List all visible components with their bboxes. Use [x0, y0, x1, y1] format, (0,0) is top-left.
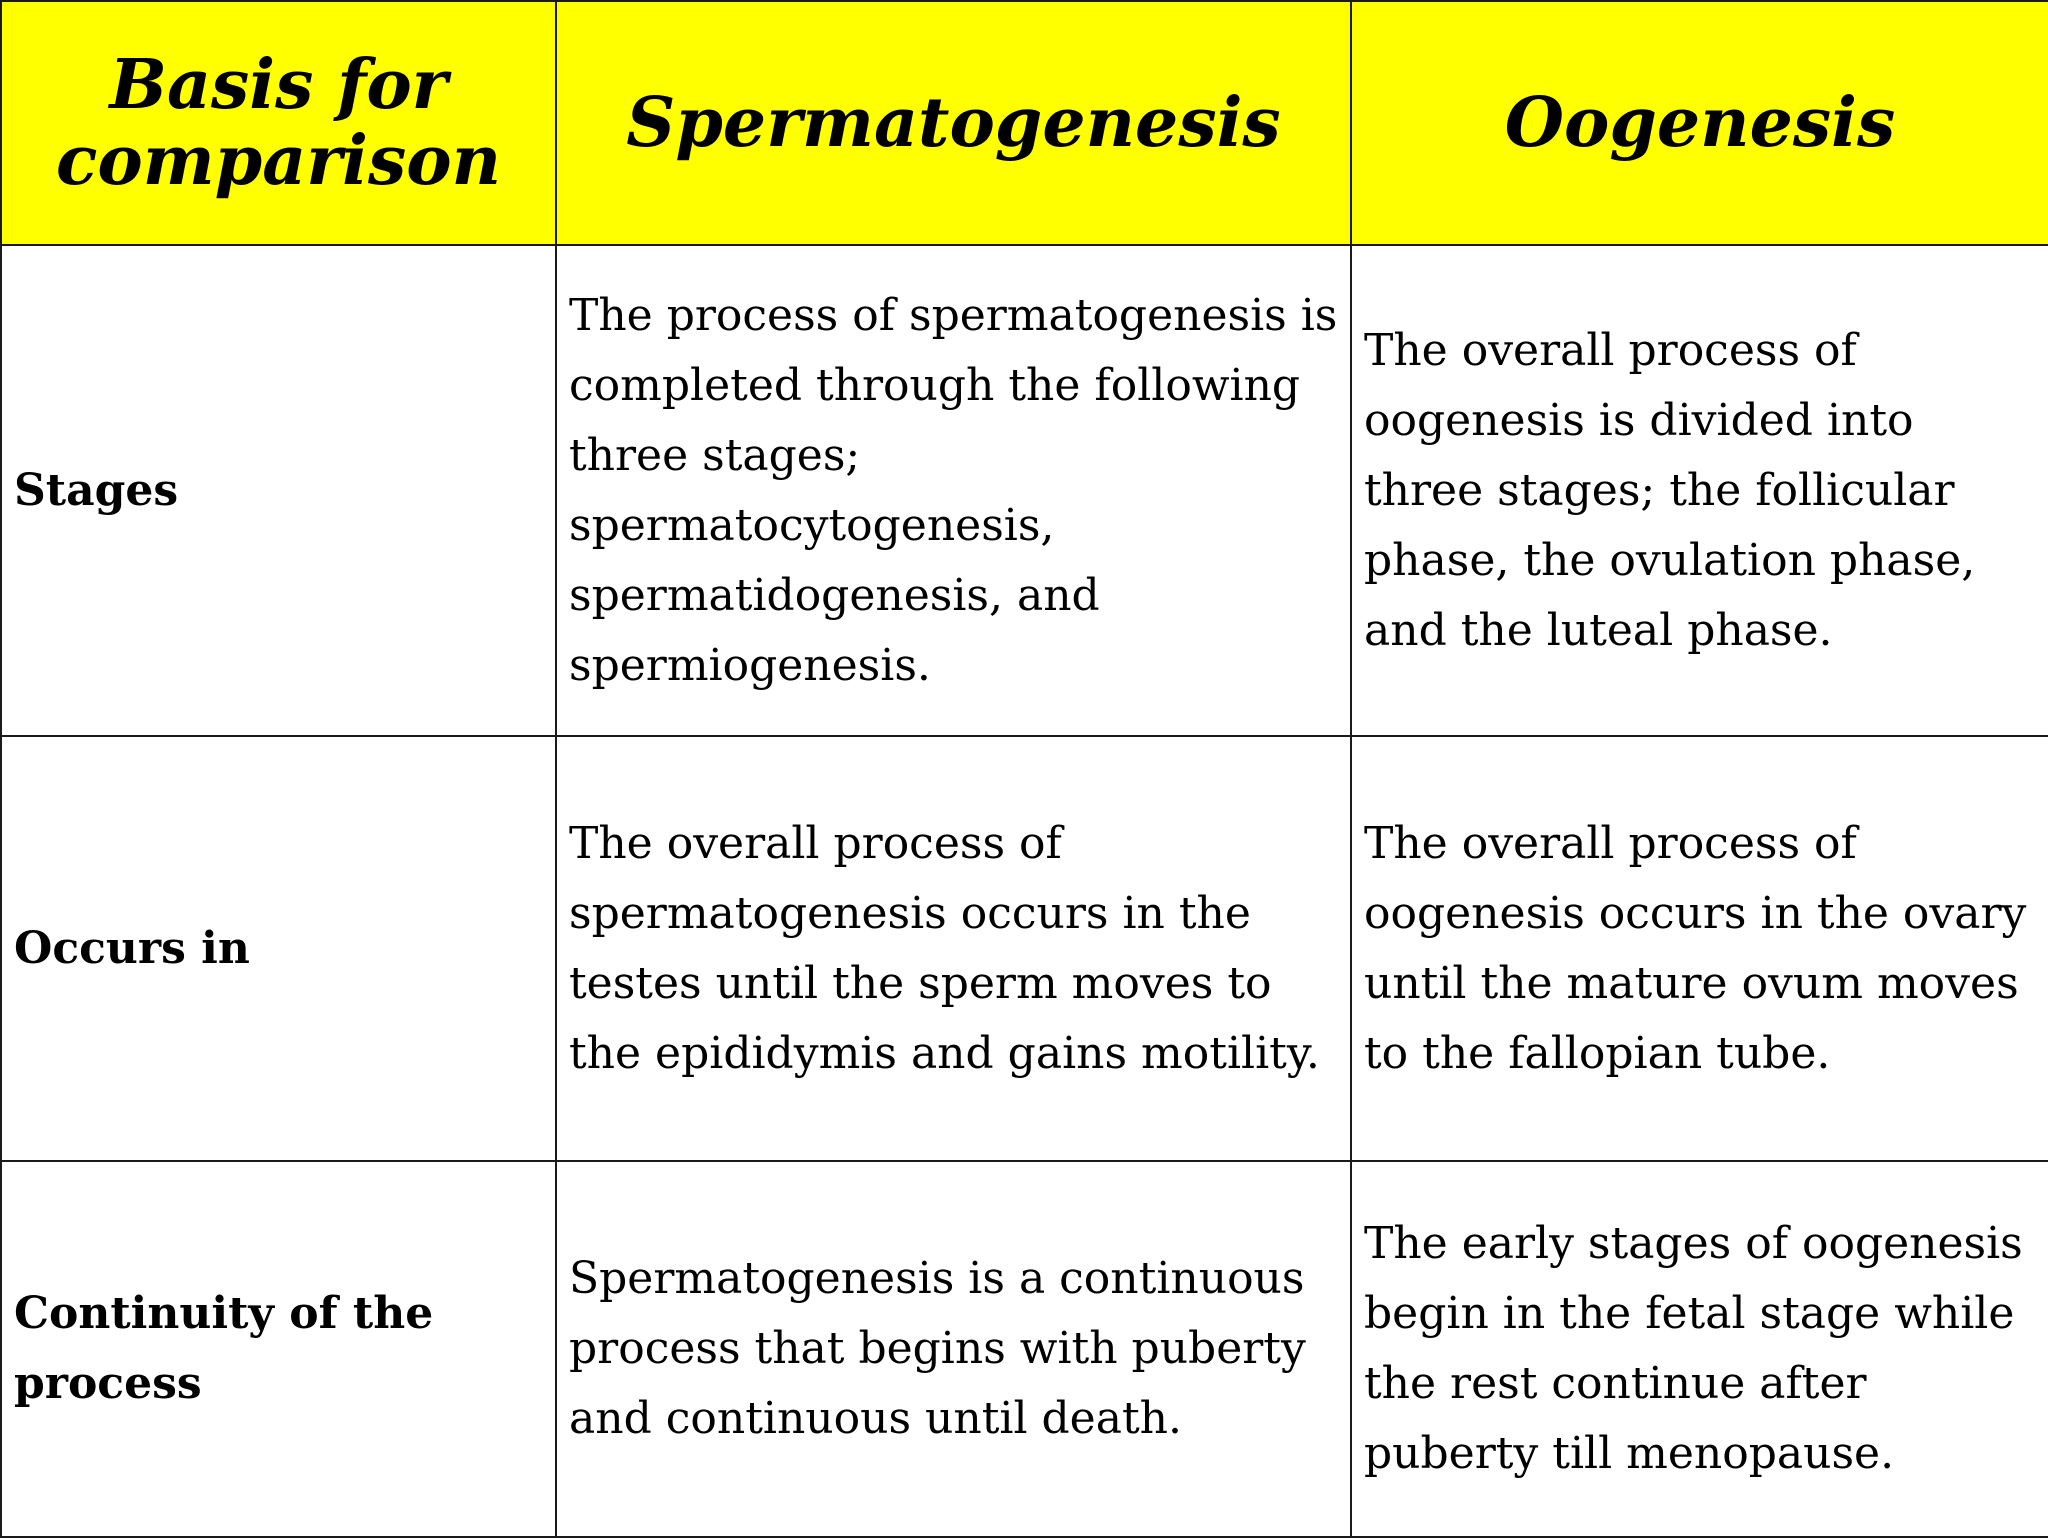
header-row: [1, 1, 2048, 245]
cell-oogenesis-continuity: The early stages of oogenesis begin in the fetal stage while the rest continue after puberty till menopause.: [1351, 1161, 2048, 1537]
table-row: [1, 245, 2048, 736]
cell-oogenesis-occurs-in: The overall process of oogenesis occurs in the ovary until the mature ovum moves to the fallopian tube.: [1351, 736, 2048, 1161]
table-row: [1, 1161, 2048, 1537]
header-basis-for-comparison: Basis for comparison: [1, 1, 556, 245]
cell-spermatogenesis-continuity: Spermatogenesis is a continuous process that begins with puberty and continuous until death.: [556, 1161, 1351, 1537]
table-row: [1, 736, 2048, 1161]
row-label-continuity: Continuity of the process: [1, 1161, 556, 1537]
row-label-stages: Stages: [1, 245, 556, 736]
cell-spermatogenesis-occurs-in: The overall process of spermatogenesis occurs in the testes until the sperm moves to the epididymis and gains motility.: [556, 736, 1351, 1161]
header-oogenesis: Oogenesis: [1351, 1, 2048, 245]
cell-oogenesis-stages: The overall process of oogenesis is divided into three stages; the follicular phase, the ovulation phase, and the luteal phase.: [1351, 245, 2048, 736]
row-label-occurs-in: Occurs in: [1, 736, 556, 1161]
cell-spermatogenesis-stages: The process of spermatogenesis is completed through the following three stages; spermatocytogenesis, spermatidogenesis, and spermiogenesis.: [556, 245, 1351, 736]
header-spermatogenesis: Spermatogenesis: [556, 1, 1351, 245]
